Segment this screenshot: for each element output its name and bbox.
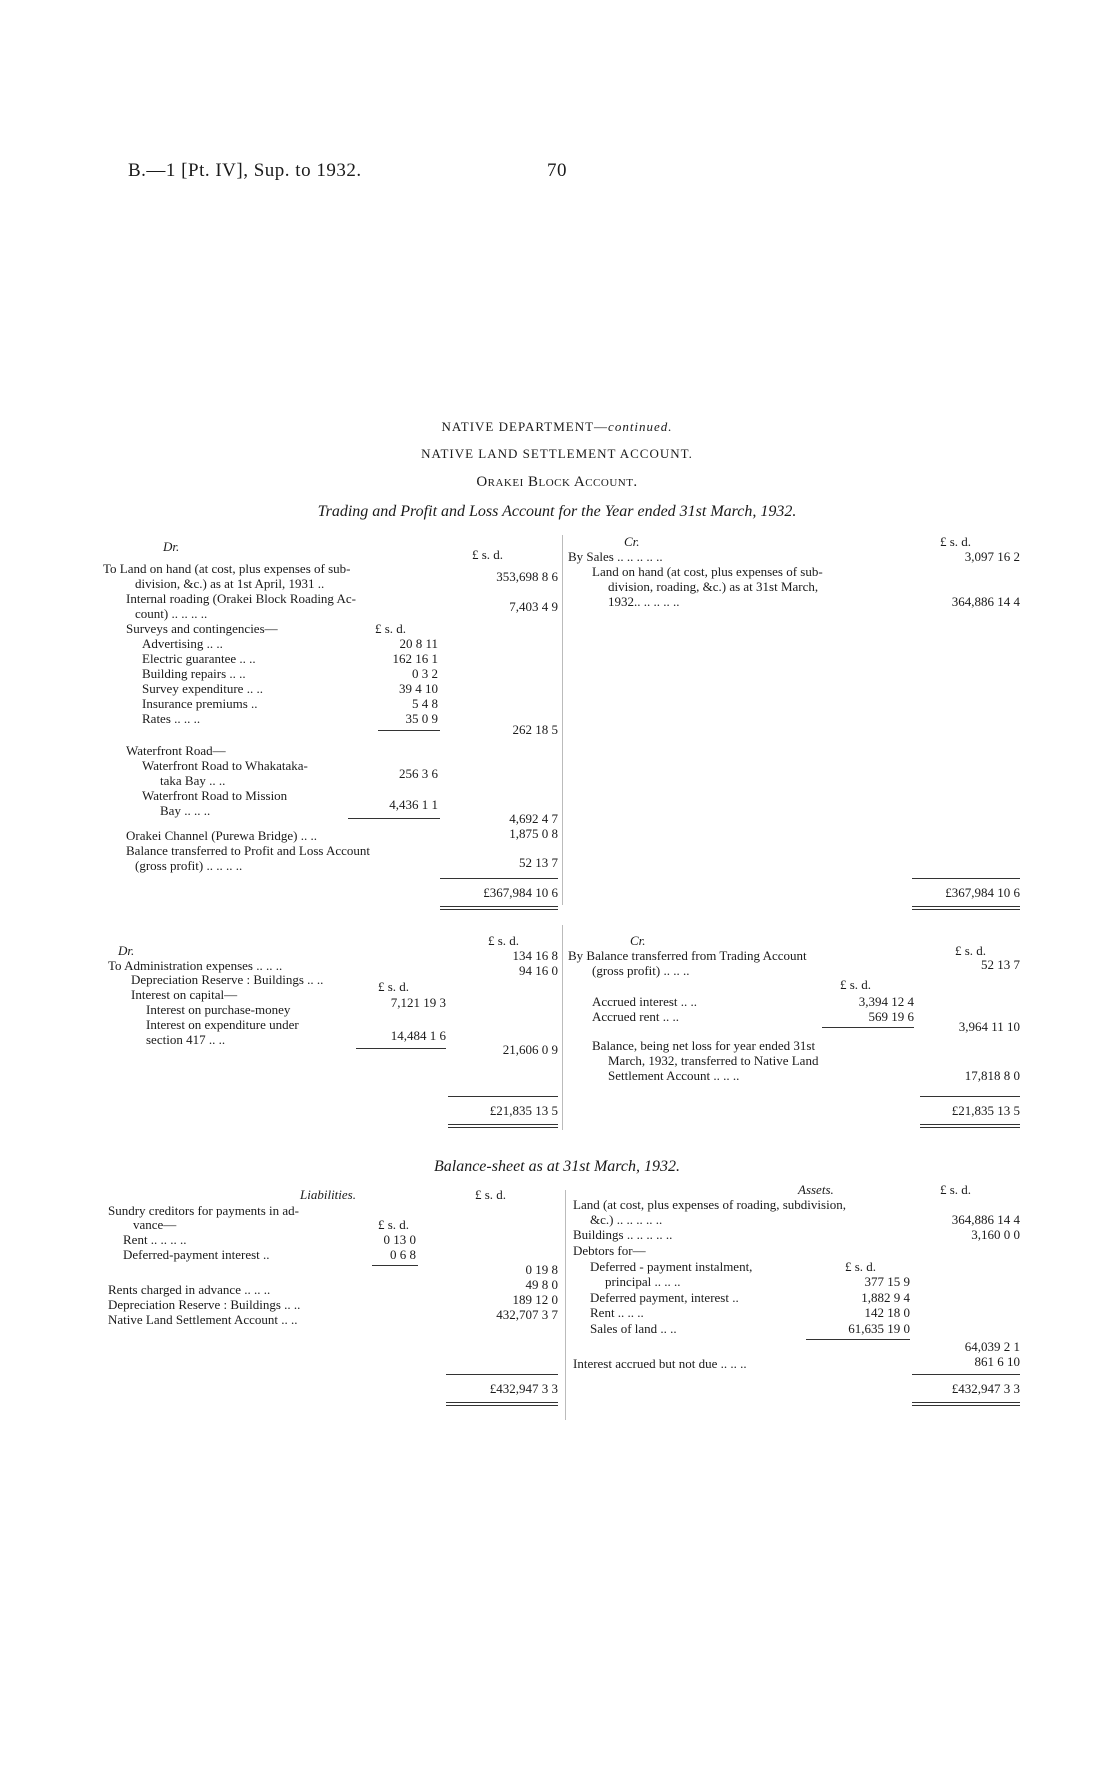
assets-amount: 861 6 10 (974, 1354, 1020, 1369)
assets-total: £432,947 3 3 (951, 1381, 1020, 1396)
liabilities-amount: 189 12 0 (512, 1292, 558, 1307)
trading-dr-sub: 4,436 1 1 (389, 797, 438, 812)
liabilities-sub-head: £ s. d. (378, 1217, 410, 1232)
department-title-text: NATIVE DEPARTMENT— (441, 419, 609, 434)
total-rule (912, 878, 1020, 879)
pl-cr-line: Accrued interest .. .. (592, 994, 698, 1009)
pl-cr-sub: 3,394 12 4 (858, 994, 914, 1009)
trading-cr-line: Land on hand (at cost, plus expenses of sub- (592, 564, 823, 579)
block-title: Orakei Block Account. (476, 474, 638, 490)
pl-dr-total: £21,835 13 5 (489, 1103, 558, 1118)
pl-cr-line: By Balance transferred from Trading Account (568, 948, 807, 963)
trading-dr-line: Building repairs .. .. (142, 666, 246, 681)
assets-line: Land (at cost, plus expenses of roading, subdivision, (573, 1197, 846, 1212)
running-title: B.—1 [Pt. IV], Sup. to 1932. (128, 160, 362, 181)
trading-dr-sub: 20 8 11 (399, 636, 438, 651)
trading-dr-line: Insurance premiums .. (142, 696, 258, 711)
trading-divider (562, 535, 563, 905)
assets-line: Debtors for— (573, 1243, 646, 1258)
total-double-rule (446, 1402, 558, 1406)
trading-dr-amount: 52 13 7 (519, 855, 558, 870)
liabilities-sub: 0 6 8 (390, 1247, 416, 1262)
trading-dr-amount: 262 18 5 (512, 722, 558, 737)
trading-dr-line: To Land on hand (at cost, plus expenses of sub- (103, 561, 351, 576)
pl-dr-line: Depreciation Reserve : Buildings .. .. (131, 972, 324, 987)
pl-cr-amount-head: £ s. d. (955, 943, 987, 958)
balance-divider (565, 1190, 566, 1420)
total-double-rule (920, 1124, 1020, 1128)
pl-dr-amount: 94 16 0 (519, 963, 558, 978)
trading-dr-amount: 7,403 4 9 (509, 599, 558, 614)
liabilities-line: Sundry creditors for payments in ad- (108, 1203, 299, 1218)
assets-line: Rent .. .. .. (590, 1305, 644, 1320)
trading-cr-line: division, roading, &c.) as at 31st March, (608, 579, 819, 594)
pl-cr-amount: 3,964 11 10 (958, 1019, 1020, 1034)
trading-dr-line: Surveys and contingencies— (126, 621, 278, 636)
liabilities-line: Native Land Settlement Account .. .. (108, 1312, 298, 1327)
trading-dr-sub: 5 4 8 (412, 696, 438, 711)
trading-cr-label: Cr. (624, 534, 640, 549)
total-double-rule (440, 906, 558, 910)
trading-dr-amount: 4,692 4 7 (509, 811, 558, 826)
trading-dr-sub: 35 0 9 (405, 711, 438, 726)
pl-dr-sub-head: £ s. d. (378, 979, 410, 994)
trading-dr-line: Orakei Channel (Purewa Bridge) .. .. (126, 828, 317, 843)
trading-dr-line: count) .. .. .. .. (135, 606, 208, 621)
department-title (0, 419, 1114, 435)
pl-dr-line: Interest on expenditure under (146, 1017, 299, 1032)
account-title: NATIVE LAND SETTLEMENT ACCOUNT. (421, 446, 693, 461)
assets-amount: 3,160 0 0 (971, 1227, 1020, 1242)
total-rule (446, 1374, 558, 1375)
trading-dr-label: Dr. (163, 539, 180, 554)
subtotal-rule (372, 1265, 418, 1266)
total-rule (912, 1374, 1020, 1375)
assets-sub: 61,635 19 0 (848, 1321, 910, 1336)
assets-sub: 1,882 9 4 (861, 1290, 910, 1305)
liabilities-line: Rents charged in advance .. .. .. (108, 1282, 271, 1297)
liabilities-sub: 0 13 0 (383, 1232, 416, 1247)
trading-cr-currency-head: £ s. d. (940, 534, 972, 549)
pl-cr-sub: 569 19 6 (868, 1009, 914, 1024)
pl-cr-amount: 52 13 7 (981, 957, 1020, 972)
assets-sub-head: £ s. d. (845, 1259, 877, 1274)
trading-dr-sub: 39 4 10 (399, 681, 438, 696)
total-rule (440, 878, 558, 879)
trading-dr-line: Internal roading (Orakei Block Roading Ac- (126, 591, 356, 606)
trading-dr-total: £367,984 10 6 (483, 885, 558, 900)
trading-cr-amount: 364,886 14 4 (951, 594, 1020, 609)
assets-line: Deferred payment, interest .. (590, 1290, 739, 1305)
trading-dr-sub-head: £ s. d. (375, 621, 407, 636)
trading-dr-sub: 162 16 1 (392, 651, 438, 666)
assets-line: Deferred - payment instalment, (590, 1259, 753, 1274)
pl-cr-line: Settlement Account .. .. .. (608, 1068, 740, 1083)
assets-label: Assets. (798, 1182, 834, 1197)
pl-cr-line: Accrued rent .. .. (592, 1009, 679, 1024)
trading-cr-line: By Sales .. .. .. .. .. (568, 549, 663, 564)
page-number: 70 (547, 160, 567, 181)
liabilities-line: Depreciation Reserve : Buildings .. .. (108, 1297, 301, 1312)
pl-dr-line: Interest on purchase-money (146, 1002, 291, 1017)
liabilities-line: Deferred-payment interest .. (123, 1247, 270, 1262)
pl-dr-currency-head: £ s. d. (488, 933, 520, 948)
pl-dr-label: Dr. (118, 943, 135, 958)
pl-cr-total: £21,835 13 5 (951, 1103, 1020, 1118)
trading-dr-line: Advertising .. .. (142, 636, 223, 651)
trading-dr-line: Bay .. .. .. (160, 803, 211, 818)
pl-divider (562, 925, 563, 1130)
trading-cr-total: £367,984 10 6 (945, 885, 1020, 900)
trading-dr-line: Waterfront Road to Whakataka- (142, 758, 308, 773)
total-rule (448, 1096, 558, 1097)
trading-dr-line: Electric guarantee .. .. (142, 651, 256, 666)
department-title-cont: continued. (608, 419, 673, 434)
liabilities-total: £432,947 3 3 (489, 1381, 558, 1396)
assets-line: Sales of land .. .. (590, 1321, 677, 1336)
liabilities-line: Rent .. .. .. .. (123, 1232, 187, 1247)
trading-dr-line: Rates .. .. .. (142, 711, 201, 726)
total-double-rule (448, 1124, 558, 1128)
assets-amount: 364,886 14 4 (951, 1212, 1020, 1227)
pl-dr-line: section 417 .. .. (146, 1032, 226, 1047)
trading-dr-line: Survey expenditure .. .. (142, 681, 263, 696)
assets-line: principal .. .. .. (605, 1274, 681, 1289)
pl-dr-sub: 14,484 1 6 (390, 1028, 446, 1043)
subtotal-rule (356, 1048, 446, 1049)
pl-dr-line: To Administration expenses .. .. .. (108, 958, 283, 973)
trading-dr-currency-head: £ s. d. (472, 547, 504, 562)
assets-amount: 64,039 2 1 (964, 1339, 1020, 1354)
pl-dr-amount: 21,606 0 9 (502, 1042, 558, 1057)
subtotal-rule (348, 818, 440, 819)
pl-cr-line: March, 1932, transferred to Native Land (608, 1053, 819, 1068)
assets-sub: 377 15 9 (864, 1274, 910, 1289)
liabilities-label: Liabilities. (300, 1187, 356, 1202)
pl-cr-line: Balance, being net loss for year ended 31st (592, 1038, 816, 1053)
liabilities-amount: 0 19 8 (525, 1262, 558, 1277)
pl-dr-line: Interest on capital— (131, 987, 238, 1002)
trading-cr-line: 1932.. .. .. .. .. (608, 594, 680, 609)
liabilities-amount: 432,707 3 7 (496, 1307, 558, 1322)
assets-sub: 142 18 0 (864, 1305, 910, 1320)
pl-cr-label: Cr. (630, 933, 646, 948)
total-rule (920, 1096, 1020, 1097)
trading-title: Trading and Profit and Loss Account for the Year ended 31st March, 1932. (317, 503, 797, 520)
pl-cr-line: (gross profit) .. .. .. (592, 963, 690, 978)
trading-dr-line: taka Bay .. .. (160, 773, 226, 788)
liabilities-line: vance— (133, 1217, 177, 1232)
assets-currency-head: £ s. d. (940, 1182, 972, 1197)
pl-cr-amount: 17,818 8 0 (964, 1068, 1020, 1083)
trading-dr-line: (gross profit) .. .. .. .. (135, 858, 243, 873)
pl-dr-amount: 134 16 8 (512, 948, 558, 963)
trading-dr-line: Waterfront Road— (126, 743, 226, 758)
trading-dr-sub: 0 3 2 (412, 666, 438, 681)
trading-dr-line: Balance transferred to Profit and Loss Account (126, 843, 371, 858)
trading-dr-amount: 1,875 0 8 (509, 826, 558, 841)
liabilities-amount: 49 8 0 (525, 1277, 558, 1292)
balance-sheet-title: Balance-sheet as at 31st March, 1932. (433, 1158, 681, 1175)
assets-line: &c.) .. .. .. .. .. (590, 1212, 663, 1227)
liabilities-currency-head: £ s. d. (475, 1187, 507, 1202)
pl-cr-sub-head: £ s. d. (840, 977, 872, 992)
trading-dr-amount: 353,698 8 6 (496, 569, 558, 584)
pl-dr-sub: 7,121 19 3 (390, 995, 446, 1010)
trading-cr-amount: 3,097 16 2 (964, 549, 1020, 564)
trading-dr-line: division, &c.) as at 1st April, 1931 .. (135, 576, 325, 591)
assets-line: Interest accrued but not due .. .. .. (573, 1356, 747, 1371)
assets-line: Buildings .. .. .. .. .. (573, 1227, 673, 1242)
total-double-rule (912, 1402, 1020, 1406)
subtotal-rule (378, 730, 440, 731)
trading-dr-line: Waterfront Road to Mission (142, 788, 288, 803)
subtotal-rule (806, 1339, 910, 1340)
total-double-rule (912, 906, 1020, 910)
trading-dr-sub: 256 3 6 (399, 766, 438, 781)
